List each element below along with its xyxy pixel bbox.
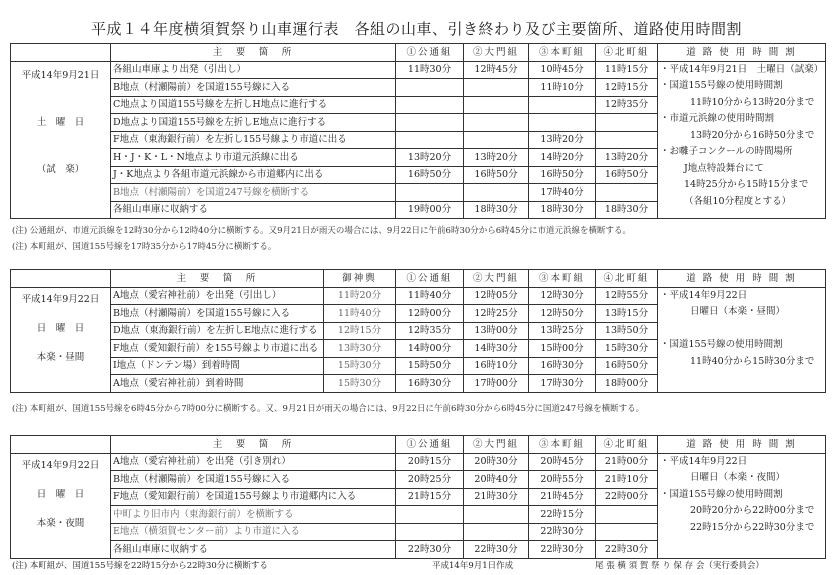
table-header-row — [11, 270, 826, 288]
time-cell — [396, 79, 464, 97]
time-cell: 12時15分 — [324, 322, 396, 340]
place-cell: B地点（村瀬陽前）を国道247号線を横断する — [111, 184, 396, 202]
time-cell: 18時00分 — [596, 375, 658, 393]
time-cell: 20時25分 — [396, 471, 464, 489]
place-cell: A地点（愛宕神社前）を出発（引出し） — [111, 287, 324, 305]
date-block — [11, 287, 111, 392]
road-use-line: 14時25分から15時15分まで — [684, 179, 809, 190]
time-cell: 13時30分 — [324, 340, 396, 358]
time-cell — [596, 184, 658, 202]
header-road-use: 道 路 使 用 時 間 割 — [658, 44, 826, 62]
time-cell — [464, 96, 529, 114]
time-cell: 16時10分 — [464, 357, 529, 375]
time-cell — [396, 523, 464, 541]
time-cell: 21時30分 — [464, 488, 529, 506]
schedule-table-day2-night — [10, 435, 826, 559]
time-cell: 20時30分 — [464, 453, 529, 471]
time-cell: 16時50分 — [596, 357, 658, 375]
time-cell: 14時00分 — [396, 340, 464, 358]
time-cell: 11時30分 — [396, 61, 464, 79]
time-cell: 15時00分 — [529, 340, 596, 358]
note: (注) 本町組が、国道155号線を17時35分から17時45分に横断する。 — [12, 242, 277, 252]
time-cell: 16時50分 — [464, 166, 529, 184]
time-cell: 11時20分 — [324, 287, 396, 305]
time-cell — [596, 523, 658, 541]
road-use-line: ・お囃子コンクールの時間場所 — [660, 146, 793, 157]
header-group2: ②大門組 — [464, 436, 529, 454]
header-group3: ③本町組 — [529, 270, 596, 288]
time-cell — [529, 96, 596, 114]
note: (注) 本町組が、国道155号線を6時45分から7時00分に横断する。又、9月21日が雨天の場合には、9月22日に午前6時30分から6時45分に国道247号線を横断する。 — [12, 404, 645, 414]
time-cell: 16時30分 — [396, 375, 464, 393]
time-cell: 22時30分 — [529, 541, 596, 559]
road-use-line: ・国道155号線の使用時間割 — [660, 339, 783, 350]
place-cell: C地点より国道155号線を左折しH地点に進行する — [111, 96, 396, 114]
header-road-use: 道 路 使 用 時 間 割 — [658, 436, 826, 454]
place-cell: D地点（東海銀行前）を左折しE地点に進行する — [111, 322, 324, 340]
time-cell: 20時45分 — [529, 453, 596, 471]
road-use-block — [658, 453, 826, 558]
header-group4: ④北町組 — [596, 436, 658, 454]
date-label: 本楽・夜間 — [36, 517, 85, 529]
time-cell — [464, 523, 529, 541]
place-cell: E地点（横須賀センター前）より市道に入る — [111, 523, 396, 541]
time-cell: 20時55分 — [529, 471, 596, 489]
time-cell: 13時20分 — [529, 131, 596, 149]
time-cell: 12時25分 — [464, 305, 529, 323]
time-cell — [464, 506, 529, 524]
time-cell — [464, 79, 529, 97]
time-cell: 14時20分 — [529, 149, 596, 167]
time-cell: 12時35分 — [396, 322, 464, 340]
date-label: 平成14年9月22日 — [21, 293, 100, 305]
header-group2: ②大門組 — [464, 270, 529, 288]
time-cell: 22時30分 — [396, 541, 464, 559]
road-use-line: 22時15分から22時30分まで — [690, 521, 815, 533]
time-cell: 22時30分 — [464, 541, 529, 559]
time-cell — [396, 184, 464, 202]
road-use-line: ・国道155号線の使用時間割 — [660, 80, 783, 91]
time-cell — [396, 506, 464, 524]
road-use-line: 日曜日（本楽・昼間） — [690, 306, 786, 317]
time-cell — [464, 184, 529, 202]
time-cell: 20時40分 — [464, 471, 529, 489]
date-block — [11, 61, 111, 219]
road-use-block — [658, 61, 826, 219]
road-use-line: 11時40分から15時30分まで — [690, 355, 815, 367]
time-cell: 11時15分 — [596, 61, 658, 79]
place-cell: 各組山車庫に収納する — [111, 541, 396, 559]
time-cell: 12時00分 — [396, 305, 464, 323]
date-label: 土 曜 日 — [36, 116, 85, 128]
time-cell: 12時30分 — [529, 287, 596, 305]
creation-date: 平成14年9月1日作成 — [432, 561, 514, 571]
time-cell: 17時30分 — [529, 375, 596, 393]
time-cell: 15時30分 — [324, 357, 396, 375]
time-cell: 14時30分 — [464, 340, 529, 358]
place-cell: A地点（愛宕神社前）を出発（引き別れ） — [111, 453, 396, 471]
time-cell — [596, 131, 658, 149]
road-use-line: ・平成14年9月21日 土曜日（試楽） — [660, 63, 824, 75]
time-cell — [396, 114, 464, 132]
header-group4: ④北町組 — [596, 270, 658, 288]
place-cell: 中町より旧市内（東海銀行前）を横断する — [111, 506, 396, 524]
road-use-line: ・平成14年9月22日 — [660, 455, 748, 467]
time-cell: 22時15分 — [529, 506, 596, 524]
time-cell: 17時00分 — [464, 375, 529, 393]
time-cell: 18時30分 — [529, 201, 596, 219]
road-use-line: 13時20分から16時50分まで — [690, 129, 815, 141]
time-cell: 22時00分 — [596, 488, 658, 506]
table-row — [11, 453, 826, 471]
time-cell: 11時10分 — [529, 79, 596, 97]
organization-name: 尾 張 横 須 賀 祭 り 保 存 会（実行委員会） — [595, 561, 764, 571]
place-cell: F地点（愛知銀行前）を国道155号線より市道郷内に入る — [111, 488, 396, 506]
date-label: 日 曜 日 — [36, 322, 85, 334]
time-cell: 16時50分 — [396, 166, 464, 184]
time-cell: 16時50分 — [596, 166, 658, 184]
table-row — [11, 287, 826, 305]
schedule-table-day2-day — [10, 269, 826, 393]
place-cell: D地点より国道155号線を左折しE地点に進行する — [111, 114, 396, 132]
place-cell: A地点（愛宕神社前）到着時間 — [111, 375, 324, 393]
time-cell: 21時15分 — [396, 488, 464, 506]
time-cell: 13時25分 — [529, 322, 596, 340]
road-use-line — [660, 321, 823, 338]
date-block — [11, 453, 111, 558]
road-use-line: 20時20分から22時00分まで — [690, 505, 815, 516]
place-cell: I地点（ドンテン場）到着時間 — [111, 357, 324, 375]
time-cell: 21時10分 — [596, 471, 658, 489]
header-group3: ③本町組 — [529, 436, 596, 454]
road-use-line: （各組10分程度とする） — [684, 195, 792, 207]
road-use-line: 11時10分から13時20分まで — [690, 96, 815, 108]
time-cell: 18時30分 — [596, 201, 658, 219]
schedule-table-day1 — [10, 43, 826, 219]
place-cell: J・K地点より各組市道元浜線から市道郷内に出る — [111, 166, 396, 184]
header-mikoshi: 御神輿 — [324, 270, 396, 288]
time-cell: 13時20分 — [596, 149, 658, 167]
time-cell: 13時20分 — [464, 149, 529, 167]
header-place: 主 要 箇 所 — [111, 270, 324, 288]
time-cell: 12時15分 — [596, 79, 658, 97]
date-label: 日 曜 日 — [36, 488, 85, 500]
header-place: 主 要 箇 所 — [111, 436, 396, 454]
table-header-row — [11, 44, 826, 62]
header-group1: ①公通組 — [396, 44, 464, 62]
header-group4: ④北町組 — [596, 44, 658, 62]
road-use-line: ・国道155号線の使用時間割 — [660, 488, 783, 500]
road-use-block — [658, 287, 826, 392]
page-title: 平成１４年度横須賀祭り山車運行表 各組の山車、引き終わり及び主要箇所、道路使用時間割 — [90, 20, 742, 38]
date-label: （試 楽） — [36, 163, 85, 175]
time-cell — [396, 96, 464, 114]
time-cell: 13時50分 — [596, 322, 658, 340]
note: (注) 公通組が、市道元浜線を12時30分から12時40分に横断する。又9月21日が雨天の場合には、9月22日に午前6時30分から6時45分に市道元浜線を横断する。 — [12, 226, 631, 236]
header-place: 主 要 箇 所 — [111, 44, 396, 62]
place-cell: B地点（村瀬陽前）を国道155号線に入る — [111, 79, 396, 97]
place-cell: 各組山車庫より出発（引出し） — [111, 61, 396, 79]
time-cell: 12時35分 — [596, 96, 658, 114]
date-label: 平成14年9月22日 — [21, 459, 100, 471]
time-cell: 17時40分 — [529, 184, 596, 202]
time-cell — [464, 114, 529, 132]
time-cell: 19時00分 — [396, 201, 464, 219]
time-cell — [464, 131, 529, 149]
time-cell: 12時05分 — [464, 287, 529, 305]
place-cell: F地点（東海銀行前）を左折し155号線より市道に出る — [111, 131, 396, 149]
road-use-line: ・平成14年9月22日 — [660, 289, 748, 301]
header-group2: ②大門組 — [464, 44, 529, 62]
place-cell: F地点（愛知銀行前）を155号線より市道に出る — [111, 340, 324, 358]
time-cell: 13時20分 — [396, 149, 464, 167]
time-cell: 13時15分 — [596, 305, 658, 323]
date-label: 本楽・昼間 — [36, 351, 85, 363]
time-cell: 12時50分 — [529, 305, 596, 323]
time-cell: 11時40分 — [324, 305, 396, 323]
footer-note: (注) 本町組が、国道155号線を22時15分から22時30分に横断する — [12, 561, 268, 571]
time-cell: 22時30分 — [596, 541, 658, 559]
time-cell: 13時00分 — [464, 322, 529, 340]
road-use-line: 日曜日（本楽・夜間） — [690, 472, 786, 483]
header-road-use: 道 路 使 用 時 間 割 — [658, 270, 826, 288]
header-group3: ③本町組 — [529, 44, 596, 62]
road-use-line: ・市道元浜線の使用時間割 — [660, 113, 775, 124]
place-cell: H・J・K・L・N地点より市道元浜線に出る — [111, 149, 396, 167]
table-header-row — [11, 436, 826, 454]
table-row — [11, 61, 826, 79]
header-group1: ①公通組 — [396, 270, 464, 288]
time-cell: 10時45分 — [529, 61, 596, 79]
time-cell — [596, 114, 658, 132]
time-cell: 11時40分 — [396, 287, 464, 305]
header-group1: ①公通組 — [396, 436, 464, 454]
time-cell: 15時50分 — [396, 357, 464, 375]
time-cell — [529, 114, 596, 132]
time-cell: 16時30分 — [529, 357, 596, 375]
road-use-line: J地点特設舞台にて — [684, 162, 764, 174]
time-cell: 15時30分 — [596, 340, 658, 358]
time-cell: 22時30分 — [529, 523, 596, 541]
time-cell: 21時45分 — [529, 488, 596, 506]
place-cell: B地点（村瀬陽前）を国道155号線に入る — [111, 471, 396, 489]
date-label: 平成14年9月21日 — [21, 69, 100, 81]
place-cell: B地点（村瀬陽前）を国道155号線に入る — [111, 305, 324, 323]
time-cell: 12時45分 — [464, 61, 529, 79]
time-cell — [396, 131, 464, 149]
time-cell — [596, 506, 658, 524]
time-cell: 18時30分 — [464, 201, 529, 219]
time-cell: 20時15分 — [396, 453, 464, 471]
time-cell: 12時55分 — [596, 287, 658, 305]
place-cell: 各組山車庫に収納する — [111, 201, 396, 219]
time-cell: 16時50分 — [529, 166, 596, 184]
time-cell: 21時00分 — [596, 453, 658, 471]
time-cell: 15時30分 — [324, 375, 396, 393]
